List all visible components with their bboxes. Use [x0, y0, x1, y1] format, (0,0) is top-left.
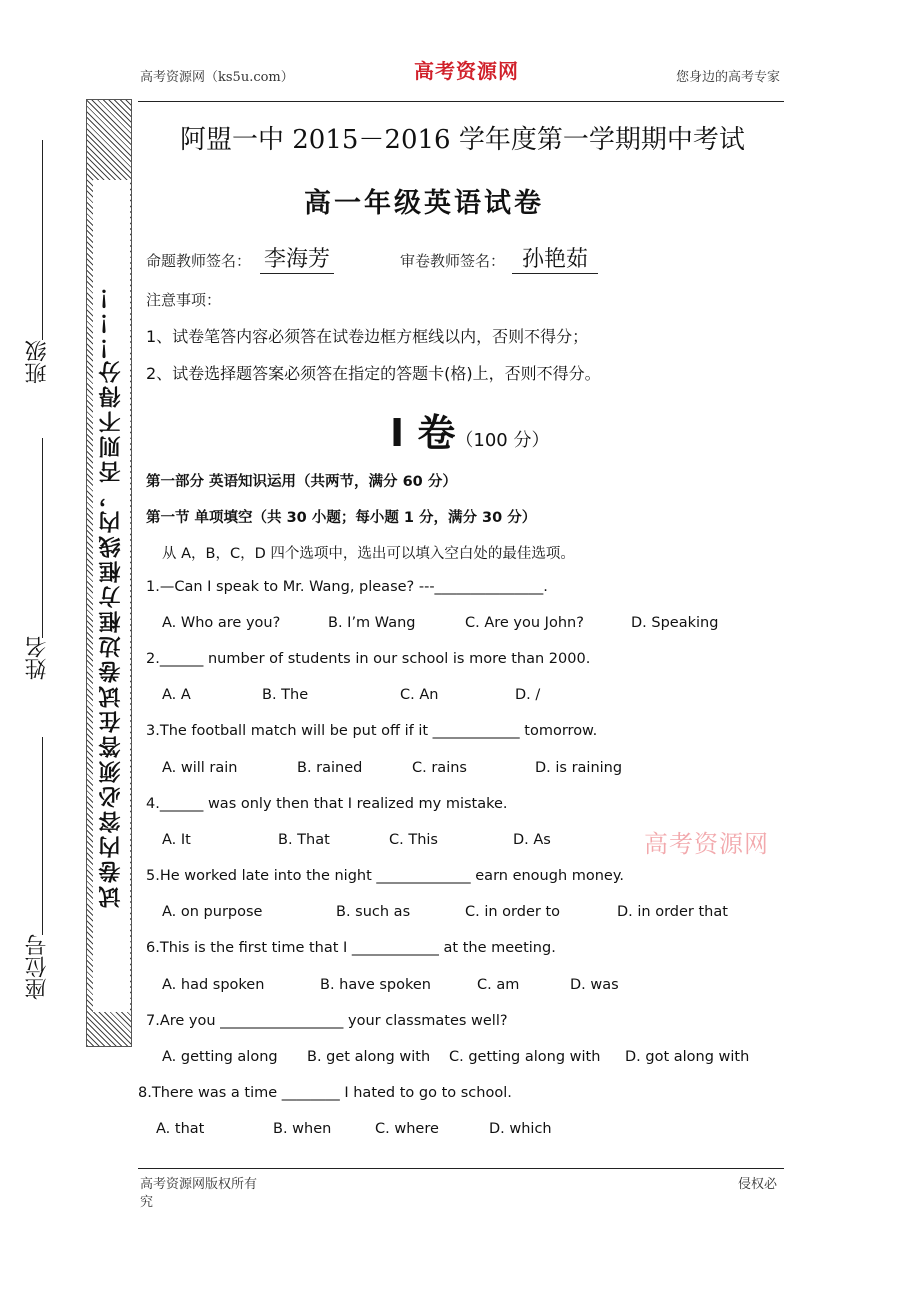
setter-signature: 李海芳: [260, 242, 334, 274]
option-a: A. A: [162, 687, 191, 703]
volume-score: （100 分）: [455, 430, 550, 451]
option-d: D. As: [513, 832, 551, 848]
volume-title: I 卷: [390, 411, 456, 455]
section-title: 第一节 单项填空（共 30 小题；每小题 1 分，满分 30 分）: [146, 510, 537, 526]
question-2: 2.______ number of students in our school is more than 2000.: [146, 651, 591, 667]
option-d: D. was: [570, 977, 619, 993]
option-d: D. /: [515, 687, 541, 703]
name-label: 姓名: [25, 636, 50, 680]
header-site-name: 高考资源网（ks5u.com）: [140, 70, 294, 85]
question-4: 4.______ was only then that I realized my mistake.: [146, 796, 508, 812]
question-6: 6.This is the first time that I ____________ at the meeting.: [146, 940, 556, 956]
notes-heading: 注意事项：: [146, 291, 222, 309]
option-d: D. Speaking: [631, 615, 719, 631]
question-8: 8.There was a time ________ I hated to go to school.: [138, 1085, 512, 1101]
question-1: 1.—Can I speak to Mr. Wang, please? ---_______________.: [146, 579, 548, 595]
option-c: C. in order to: [465, 904, 561, 920]
option-d: D. is raining: [535, 760, 623, 776]
header-rule: [138, 101, 784, 102]
paper-title: 高一年级英语试卷: [304, 188, 544, 219]
binding-warning: 试卷内容必须答在试卷边框方框线内，否则不得分！！！: [93, 180, 130, 1012]
option-c: C. This: [389, 832, 438, 848]
watermark: 高考资源网: [644, 830, 769, 858]
option-a: A. Who are you?: [162, 615, 281, 631]
volume-heading: [390, 402, 549, 457]
option-b: B. rained: [297, 760, 363, 776]
option-a: A. will rain: [162, 760, 238, 776]
option-c: C. An: [400, 687, 439, 703]
part-title: 第一部分 英语知识运用（共两节，满分 60 分）: [146, 474, 457, 490]
option-b: B. such as: [336, 904, 411, 920]
option-b: B. The: [262, 687, 309, 703]
option-c: C. getting along with: [449, 1049, 601, 1065]
question-7: 7.Are you _________________ your classmates well?: [146, 1013, 508, 1029]
class-field-line: [42, 140, 43, 340]
section-instruction: 从 A，B，C，D 四个选项中，选出可以填入空白处的最佳选项。: [162, 546, 575, 562]
option-c: C. where: [375, 1121, 439, 1137]
footer-copyright-cont: 究: [140, 1195, 154, 1210]
setter-label: 命题教师签名：: [146, 252, 252, 270]
option-c: C. Are you John?: [465, 615, 584, 631]
reviewer-label: 审卷教师签名：: [400, 252, 506, 270]
option-d: D. got along with: [625, 1049, 750, 1065]
option-c: C. rains: [412, 760, 467, 776]
option-b: B. have spoken: [320, 977, 431, 993]
header-slogan: 您身边的高考专家: [676, 70, 781, 85]
option-b: B. That: [278, 832, 330, 848]
exam-title: 阿盟一中 2015－2016 学年度第一学期期中考试: [180, 125, 745, 155]
option-b: B. get along with: [307, 1049, 431, 1065]
footer-rights: 侵权必: [738, 1177, 778, 1192]
question-5: 5.He worked late into the night _____________ earn enough money.: [146, 868, 624, 884]
option-d: D. which: [489, 1121, 552, 1137]
option-a: A. that: [156, 1121, 205, 1137]
note-item: 1、试卷笔答内容必须答在试卷边框方框线以内，否则不得分；: [146, 327, 589, 346]
seat-field-line: [42, 737, 43, 935]
reviewer-signature: 孙艳茹: [512, 242, 598, 274]
option-a: A. getting along: [162, 1049, 278, 1065]
footer-rule: [138, 1168, 784, 1169]
option-c: C. am: [477, 977, 520, 993]
header-logo: 高考资源网: [414, 59, 519, 83]
footer-copyright: 高考资源网版权所有: [140, 1177, 258, 1192]
option-d: D. in order that: [617, 904, 728, 920]
seat-label: 座位号: [25, 934, 50, 1000]
note-item: 2、试卷选择题答案必须答在指定的答题卡(格)上，否则不得分。: [146, 364, 601, 383]
option-b: B. I’m Wang: [328, 615, 416, 631]
name-field-line: [42, 438, 43, 638]
option-a: A. on purpose: [162, 904, 263, 920]
option-b: B. when: [273, 1121, 332, 1137]
question-3: 3.The football match will be put off if it ____________ tomorrow.: [146, 723, 598, 739]
option-a: A. It: [162, 832, 191, 848]
option-a: A. had spoken: [162, 977, 265, 993]
class-label: 班级: [25, 340, 50, 384]
